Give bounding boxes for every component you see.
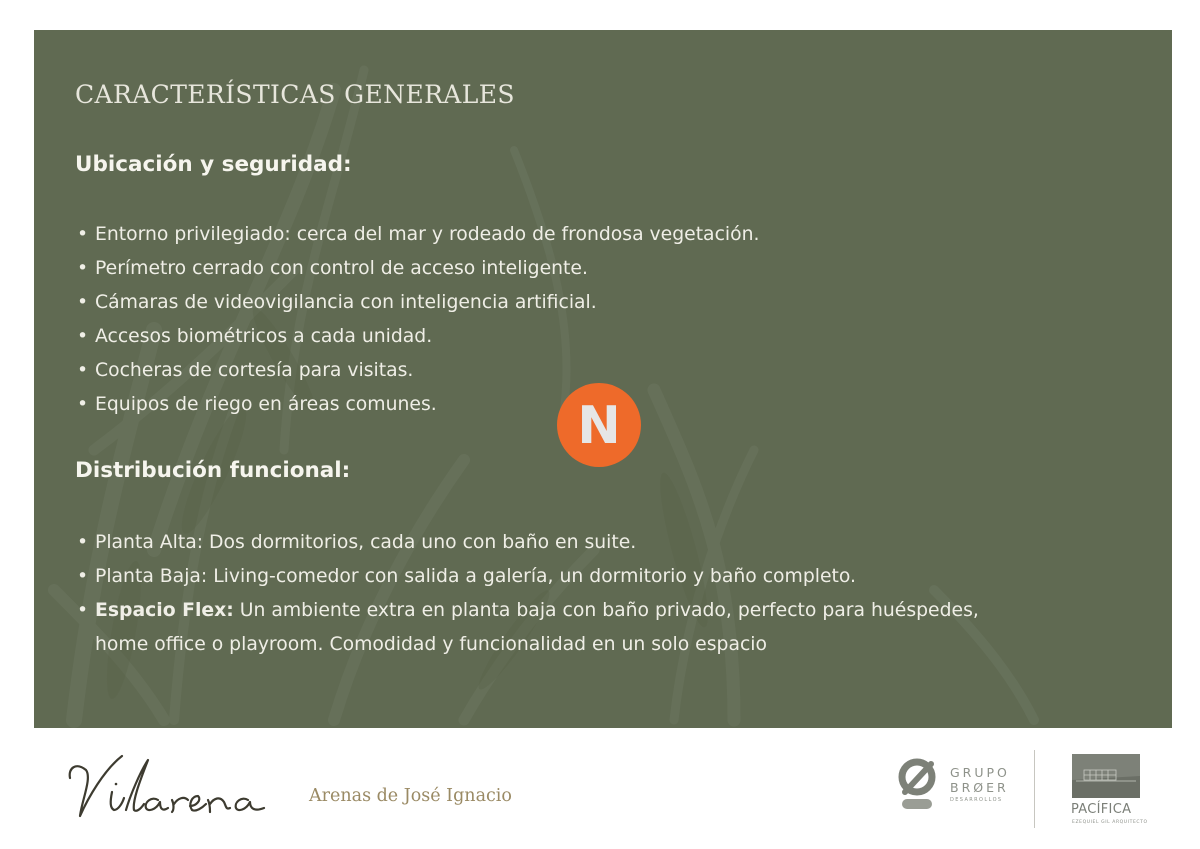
bullet: • (77, 600, 89, 621)
section-title-distribution: Distribución funcional: (75, 458, 351, 483)
list-item: • Perímetro cerrado con control de acceso inteligente. (75, 252, 1135, 286)
distribution-features-list (75, 526, 1035, 662)
n-badge-icon[interactable] (557, 383, 641, 467)
bullet: • (77, 258, 89, 279)
list-item: • Equipos de riego en áreas comunes. (75, 388, 1135, 422)
section-title-location: Ubicación y seguridad: (75, 152, 352, 177)
pacifica-logo-icon (1072, 754, 1140, 798)
partner-line-1: GRUPO (950, 765, 1010, 780)
bullet: • (77, 532, 89, 553)
bullet: • (77, 224, 89, 245)
list-item: • Entorno privilegiado: cerca del mar y rodeado de frondosa vegetación. (75, 218, 1135, 252)
tagline: Arenas de José Ignacio (309, 786, 512, 806)
list-item: • Cocheras de cortesía para visitas. (75, 354, 1135, 388)
partner-line-3: DESARROLLOS (950, 797, 1003, 803)
bullet: • (77, 566, 89, 587)
features-panel (34, 30, 1172, 728)
list-item: • Cámaras de videovigilancia con inteligencia artificial. (75, 286, 1135, 320)
page-title: CARACTERÍSTICAS GENERALES (75, 80, 515, 109)
bullet: • (77, 326, 89, 347)
footer (0, 728, 1200, 849)
bullet: • (77, 292, 89, 313)
partner-line-2: BRØER (950, 780, 1009, 795)
grupo-broer-wordmark (950, 765, 1010, 805)
pacifica-subtitle: EZEQUIEL GIL ARQUITECTO (1072, 820, 1148, 825)
list-item: • Planta Baja: Living-comedor con salida a galería, un dormitorio y baño completo. (75, 560, 1035, 594)
pacifica-name: PACÍFICA (1071, 802, 1132, 817)
list-item: • Accesos biométricos a cada unidad. (75, 320, 1135, 354)
bullet: • (77, 360, 89, 381)
list-item: • Espacio Flex: Un ambiente extra en planta baja con baño privado, perfecto para huéspedes, home office o playroom. Comodidad y funcionalidad en un solo espacio (75, 594, 1035, 662)
grupo-broer-logo-icon (897, 758, 939, 810)
bullet: • (77, 394, 89, 415)
footer-divider (1034, 750, 1035, 828)
badge-letter: N (577, 396, 621, 456)
vilarena-logo (64, 748, 294, 820)
list-item: • Planta Alta: Dos dormitorios, cada uno con baño en suite. (75, 526, 1035, 560)
